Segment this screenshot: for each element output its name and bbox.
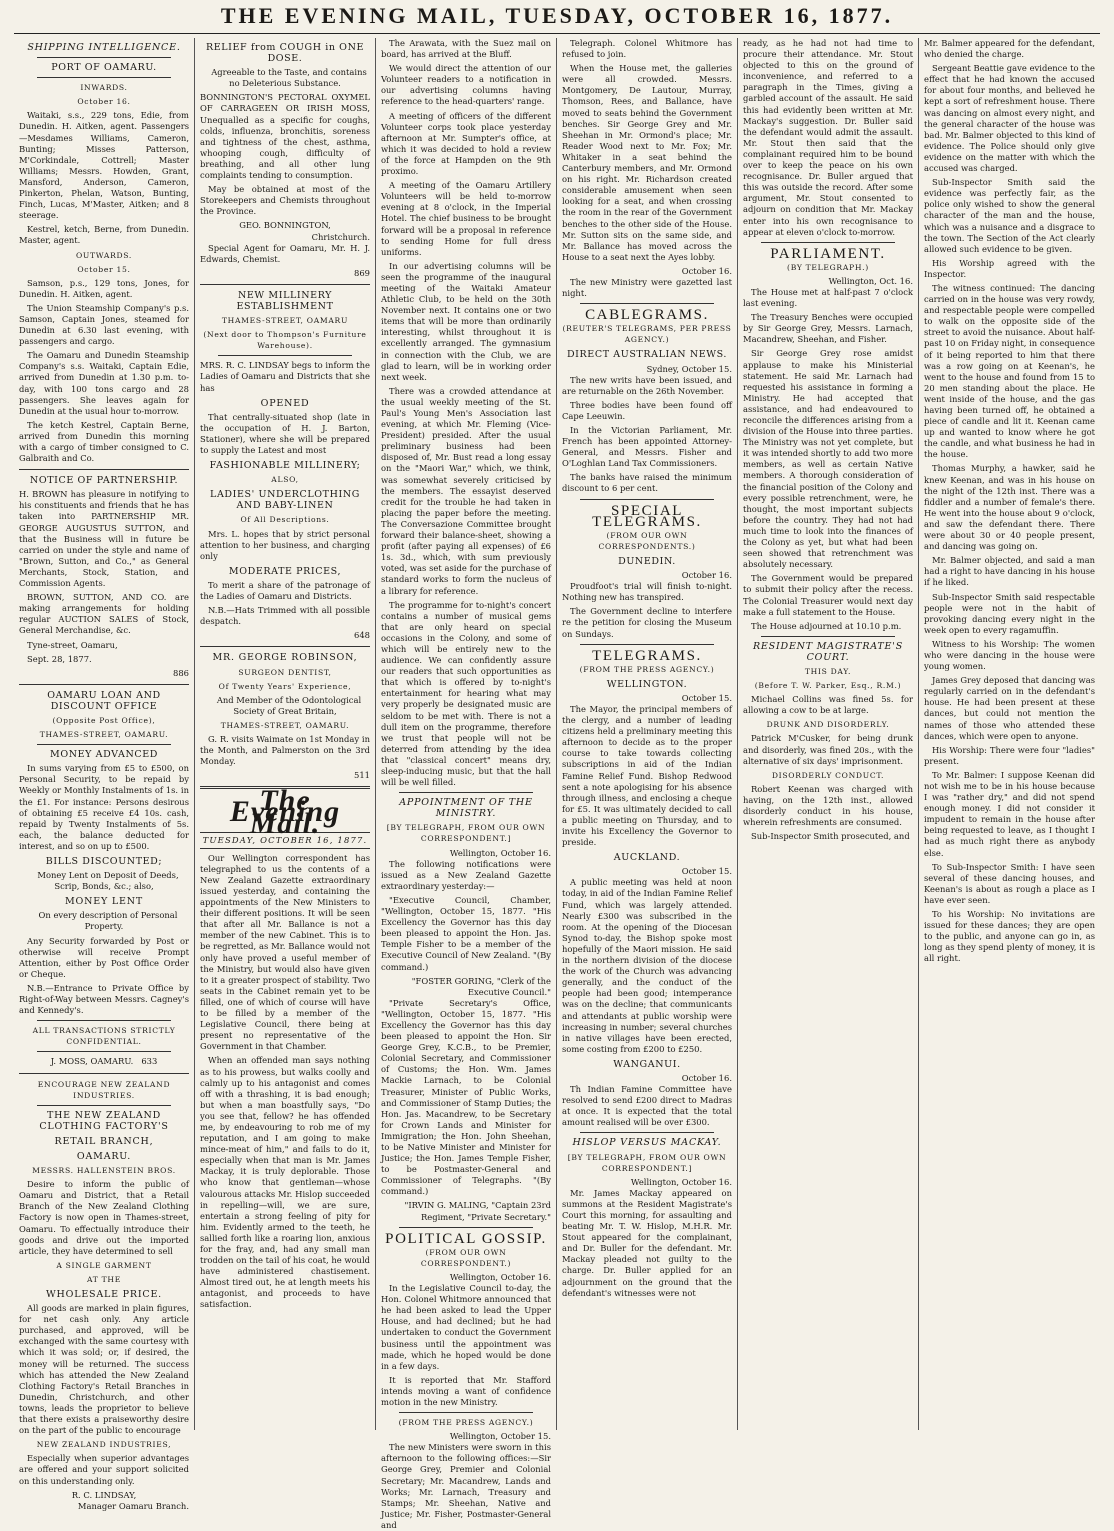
mrs-lindsay-text: MRS. R. C. LINDSAY begs to inform the Ladies of Oamaru and Districts that she has xyxy=(200,360,370,393)
press-text: The new Ministers were sworn in this afternoon to the following offices:—Sir George Grey, Premier and Colonial Secretary; Mr. Macandrew, Lands and Works; Mr. Larnach, Treasury and Stamps; Mr. Sheehan, Native and Justice; Mr. Fisher, Postmaster-General and xyxy=(381,1442,551,1530)
columns xyxy=(14,38,1100,1530)
millinery-heading: NEW MILLINERY ESTABLISHMENT xyxy=(236,289,334,312)
money-lent-heading: MONEY LENT xyxy=(65,896,143,908)
paper-title: The Evening Mail. xyxy=(229,784,341,840)
thames-street: THAMES-STREET, OAMARU. xyxy=(220,720,350,730)
hislop-sub: [BY TELEGRAPH, FROM OUR OWN CORRESPONDENT.] xyxy=(567,1152,727,1173)
wanganui-text: Th Indian Famine Committee have resolved to send £200 direct to Madras at once. It is expected that the total amount realised will be over £300. xyxy=(562,1084,732,1128)
auckland-heading: AUCKLAND. xyxy=(613,852,681,864)
court-para-10: James Grey deposed that dancing was regularly carried on in the defendant's house. He had been present at these dances, but could not mention the names of those who attended these dances, which were open to anyone. xyxy=(924,675,1095,741)
press-date: Wellington, October 15. xyxy=(449,1431,551,1442)
bonnington-agent: Special Agent for Oamaru, Mr. H. J. Edwards, Chemist. xyxy=(200,242,370,264)
shipping-para-1: The Union Steamship Company's p.s. Samson, Captain Jones, steamed for Dunedin at 6.30 last evening, with passengers and cargo. xyxy=(19,302,189,347)
disorderly-text-2: Sub-Inspector Smith prosecuted, and xyxy=(751,831,910,842)
masthead-title: THE EVENING MAIL, TUESDAY, OCTOBER 16, 1877. xyxy=(220,3,894,28)
court-para-9: Witness to his Worship: The women who were dancing in the house were young women. xyxy=(924,638,1095,672)
telegraph-para-2: When the House met, the galleries were all crowded. Messrs. Montgomery, De Lautour, Murray, Thomson, Rees, and Ballance, have moved to seats behind the Government benches. Sir George Grey and Mr. Sheehan in Mr. Ormond's place; Mr. Reader Wood next to Mr. Fox; Mr. Whitaker in a seat behind the Canterbury members, and Mr. Ormond on his right. Mr. Richardson created considerable amusement when seen looking for a seat, and when crossing the room in the rear of the Government benches to the other side of the House. Mr. Sutton sits on the same side, and Mr. Ballance has moved across the House to a seat next the Ayes lobby. xyxy=(562,63,732,262)
partnership-text: H. BROWN has pleasure in notifying to his constituents and friends that he has taken into PARTNERSHIP MR. GEORGE AUGUSTUS SUTTON, and that the Business will in future be carried on under the style and name of "Brown, Sutton, and Co.," as General Merchants, Stock, Station, and Commission Agents. xyxy=(19,489,189,589)
court-para-7: Mr. Balmer objected, and said a man had a right to have dancing in his house if he liked. xyxy=(924,555,1095,588)
column-4 xyxy=(557,38,738,1430)
hats-number: 648 xyxy=(354,630,370,641)
hislop-heading: HISLOP VERSUS MACKAY. xyxy=(572,1137,722,1149)
rm-court-heading: RESIDENT MAGISTRATE'S COURT. xyxy=(752,640,904,663)
relief-heading: RELIEF from COUGH in ONE DOSE. xyxy=(205,42,365,65)
political-heading: POLITICAL GOSSIP. xyxy=(385,1230,547,1247)
court-para-6: Thomas Murphy, a hawker, said he knew Keenan, and was in his house on the night of the 12th inst. There was a fiddler and a number of female's there. He went into the house about 9 o'clock, and saw the defendant there. There were about 30 or 40 people present, and dancing was going on. xyxy=(924,463,1095,552)
disorderly-text: Robert Keenan was charged with having, on the 12th inst., allowed disorderly conduct in his house, wherein refreshments are consumed. xyxy=(743,783,913,828)
rm-before: (Before T. W. Parker, Esq., R.M.) xyxy=(754,681,902,691)
confidential-text: ALL TRANSACTIONS STRICTLY CONFIDENTIAL. xyxy=(32,1026,176,1047)
hallenstein-text: Desire to inform the public of Oamaru and District, that a Retail Branch of the New Zealand Clothing Factory is now open in Thames-street, Oamaru. To effectually introduce their goods and drive out the imported article, they have determined to sell xyxy=(19,1179,189,1256)
special-sub: (FROM OUR OWN CORRESPONDENTS.) xyxy=(598,530,696,551)
lindsay-signature: R. C. LINDSAY, xyxy=(71,1489,137,1500)
nz-industries-heading: NEW ZEALAND INDUSTRIES, xyxy=(36,1440,172,1450)
direct-text-2: Three bodies have been found off Cape Leeuwin. xyxy=(562,399,732,421)
bonnington-text-2: May be obtained at most of the Storekeepers and Chemists throughout the Province. xyxy=(200,184,370,217)
parliament-text-3: Sir George Grey rose amidst applause to make his Ministerial statement. He said Mr. Larnach had requested his assistance in forming a Ministry. He had accepted that assistance, and had endeavoured to reconcile the differences arising from a division of the House into three parties. The Ministry was not yet complete, but it was intended shortly to add two more members, as well as certain Native members. A thorough consideration of the financial position of the Colony and every possible retrenchment, were, he thought, the most important subjects before the country. They had not had much time to look into the finances of the Colony as yet, but what had been seen showed that retrenchment was absolutely necessary. xyxy=(743,348,913,570)
rm-text: Michael Collins was fined 5s. for allowing a cow to be at large. xyxy=(743,694,913,716)
inwards-heading: INWARDS. xyxy=(80,83,128,93)
direct-date: Sydney, October 15. xyxy=(646,363,732,374)
wellington-text: The Mayor, the principal members of the clergy, and a number of leading citizens held a preliminary meeting this afternoon to decide as to the proper course to take towards collecting subscriptions in aid of the Indian Famine Relief Fund. Bishop Redwood sent a note apologising for his absence through illness, and enclosing a cheque for £5. It was ultimately decided to call a public meeting on Thursday, and to invite his Excellency the Governor to preside. xyxy=(562,703,732,848)
wholesale-text: All goods are marked in plain figures, for net cash only. Any article purchased, and approved, will be exchanged with the same courtesy with which it was sold; or, if desired, the money will be returned. The success which has attended the New Zealand Clothing Factory's Retail Branches in Dunedin, Christchurch, and other towns, leads the proprietor to believe that there exists a praiseworthy desire on the part of the public to encourage xyxy=(19,1303,189,1436)
visits-number: 511 xyxy=(354,770,370,781)
money-advanced-text: In sums varying from £5 to £500, on Personal Security, to be repaid by Weekly or Monthly Instalments of 1s. in the £1. For instance: Persons desirous of obtaining £5 receive £4 10s. cash, repaid by Twenty Instalments of 5s. each, the balance deducted for interest, and so on up to £500. xyxy=(19,763,189,851)
parliament-text-4: The Government would be prepared to submit their policy after the recess. The Colonial Treasurer would next day make a full statement to the House. xyxy=(743,573,913,617)
wanganui-date: October 16. xyxy=(681,1072,732,1083)
moss-signature: J. MOSS, OAMARU. 633 xyxy=(50,1056,158,1067)
bills-heading: BILLS DISCOUNTED; xyxy=(45,856,163,867)
hopes-text: Mrs. L. hopes that by strict personal attention to her business, and charging only xyxy=(200,528,370,561)
bonnington-number: 869 xyxy=(354,267,370,278)
opened-heading: OPENED xyxy=(260,397,310,409)
political-date: Wellington, October 16. xyxy=(449,1271,551,1282)
appointment-signature-1: "FOSTER GORING, "Clerk of the Executive Council." xyxy=(411,975,551,997)
moderate-heading: MODERATE PRICES, xyxy=(228,565,342,577)
money-advanced-heading: MONEY ADVANCED xyxy=(50,749,158,761)
outwards-heading: OUTWARDS. xyxy=(75,250,133,260)
merit-text: To merit a share of the patronage of the Ladies of Oamaru and Districts. xyxy=(200,579,370,602)
money-lent-text: On every description of Personal Property. xyxy=(38,910,178,932)
wholesale-heading: WHOLESALE PRICE. xyxy=(45,1289,163,1300)
leader-para-1: Our Wellington correspondent has telegraphed to us the contents of a New Zealand Gazette extraordinary issued yesterday, and containing the appointments of the New Ministers to their different positions. It will be seen that after all Mr. Ballance is not a member of the new Cabinet. This is to be regretted, as Mr. Ballance would not only have proved a useful member of the Ministry, but would also have given to it a greater prospect of stability. Two seats in the Cabinet remain yet to be filled, one of which of course will have to be filled by a member of the Legislative Council, there being at present no representative of the Government in that Chamber. xyxy=(200,852,370,1052)
political-sub: (FROM OUR OWN CORRESPONDENT.) xyxy=(420,1247,512,1268)
press-sub: (FROM THE PRESS AGENCY.) xyxy=(398,1418,534,1428)
outwards-text: Samson, p.s., 129 tons, Jones, for Dunedin. H. Aitken, agent. xyxy=(19,277,189,299)
paper-title-block xyxy=(200,784,370,848)
encourage-heading: ENCOURAGE NEW ZEALAND INDUSTRIES. xyxy=(37,1079,171,1100)
court-para-5: The witness continued: The dancing carried on in the house was very rowdy, and respectable people were compelled to walk on the opposite side of the street to avoid the nuisance. About half-past 10 on Friday night, in consequence of it being reported to him that there was a row going on at Keenan's, he went to the house and found from 15 to 20 men standing about the place. He went inside of the house, and the gas having been turned off, he obtained a piece of candle and lit it. Keenan came up and wanted to know where he got the candle, and what business he had in the house. xyxy=(924,282,1095,460)
telegraph-para-1: Telegraph. Colonel Whitmore has refused to join. xyxy=(562,38,732,60)
also-text: ALSO, xyxy=(271,475,299,485)
partnership-text-2: BROWN, SUTTON, AND CO. are making arrangements for holding regular AUCTION SALES of Stock, General Merchandise, &c. xyxy=(19,592,189,636)
outwards-date: October 15. xyxy=(77,264,131,274)
wellington-date: October 15. xyxy=(681,692,732,703)
column-6 xyxy=(919,38,1100,1430)
robinson-heading: MR. GEORGE ROBINSON, xyxy=(212,652,358,664)
news-para-3: A meeting of officers of the different Volunteer corps took place yesterday afternoon at Mr. Sumpter's office, at which it was decided to hold a review of the force at Hampden on the 9th proximo. xyxy=(381,110,551,177)
bonnington-text: BONNINGTON'S PECTORAL OXYMEL OF CARRAGEEN OR IRISH MOSS, Unequalled as a specific for coughs, colds, influenza, bronchitis, soreness and tightness of the chest, asthma, whooping cough, difficulty of breathing, and all other lung complaints tending to consumption. xyxy=(200,92,370,181)
parliament-text-2: The Treasury Benches were occupied by Sir George Grey, Messrs. Larnach, Macandrew, Sheehan, and Fisher. xyxy=(743,312,913,345)
paper-date: TUESDAY, OCTOBER 16, 1877. xyxy=(200,832,370,849)
column-1 xyxy=(14,38,195,1511)
lindsay-role: Manager Oamaru Branch. xyxy=(77,1500,189,1511)
visits-text: G. R. visits Waimate on 1st Monday in the Month, and Palmerston on the 3rd Monday. xyxy=(200,733,370,767)
political-text-2: It is reported that Mr. Stafford intends moving a want of confidence motion in the new Ministry. xyxy=(381,1374,551,1407)
loan-subheading: (Opposite Post Office), xyxy=(52,715,156,725)
years-text: Of Twenty Years' Experience, xyxy=(218,681,352,691)
bills-text: Money Lent on Deposit of Deeds, Scrip, Bonds, &c.; also, xyxy=(37,870,179,892)
security-text: Any Security forwarded by Post or otherwise will receive Prompt Attention, either by Post Office Order or Cheque. xyxy=(19,935,189,979)
auckland-text: A public meeting was held at noon today, in aid of the Indian Famine Relief Fund, which was largely attended. Nearly £300 was subscribed in the room. At the opening of the Diocesan Synod to-day, the Bishop spoke most hopefully of the Maori mission. He said in the northern division of the diocese the work of the Church was advancing generally, and the conduct of the people had been good; intemperance was on the decline; that communicants and attendants at public worship were increasing in number; several churches in native villages have been erected, some costing from £200 to £250. xyxy=(562,877,732,1054)
dunedin-heading: DUNEDIN. xyxy=(618,555,676,567)
appointment-quote-2: "Private Secretary's Office, "Wellington, October 15, 1877. "His Excellency the Governor has this day been pleased to appoint the Hon. Sir George Grey, K.C.B., to be Premier, Colonial Secretary, and Commissioner of Customs; the Hon. Wm. James Mackie Larnach, to be Colonial Treasurer, Minister of Public Works, and Commissioner of Stamp Duties; the Hon. Jas. Macandrew, to be Secretary for Crown Lands and Minister for Immigration; the Hon. John Sheehan, to be Native Minister and Minister for Justice; the Hon. James Temple Fisher, to be Postmaster-General and Commissioner of Telegraphs. "(By command.) xyxy=(381,997,551,1197)
court-para-14: To his Worship: No invitations are issued for these dances; they are open to the public, and anyone can go in, as long as they spend plenty of money, it is all right. xyxy=(924,909,1095,964)
court-para-12: To Mr. Balmer: I suppose Keenan did not wish me to be in his house because I was "rather dry," and did not spend enough money. I did not consider it impudent to remain in the house after being requested to leave, as I thought I had as much right there as anybody else. xyxy=(924,769,1095,858)
partnership-heading: NOTICE OF PARTNERSHIP. xyxy=(29,475,179,487)
appointment-heading: APPOINTMENT OF THE MINISTRY. xyxy=(399,797,533,820)
hislop-continued: ready, as he had not had time to procure their attendance. Mr. Stout objected to this on the ground of inconvenience, and referred to a paragraph in the Times, giving a garbled account of the assault. He said this had evidently been written at Mr. Mackay's suggestion. Dr. Buller said the defendant would admit the assault. Mr. Stout then said that the complainant required him to be bound over to keep the peace on his own recognisance. Dr. Buller argued that this was outside the record. After some argument, Mr. Stout consented to adjourn on condition that Mr. Mackay enter into his own recognisance to appear at eleven o'clock to-morrow. xyxy=(743,38,913,237)
hats-text: N.B.—Hats Trimmed with all possible despatch. xyxy=(200,605,370,627)
shipping-para-3: The ketch Kestrel, Captain Berne, arrived from Dunedin this morning with a cargo of timber consigned to C. Galbraith and Co. xyxy=(19,419,189,464)
news-para-2: We would direct the attention of our Volunteer readers to a notification in our advertising columns having reference to the head-quarters' range. xyxy=(381,63,551,107)
masthead xyxy=(14,4,1100,34)
appointment-signature-2: "IRVIN G. MALING, "Captain 23rd Regiment, "Private Secretary." xyxy=(404,1200,551,1222)
telegraph-para-3: The new Ministry were gazetted last night. xyxy=(562,276,732,299)
news-para-4: A meeting of the Oamaru Artillery Volunteers will be held to-morrow evening at 8 o'clock, in the Imperial Hotel. The chief business to be brought forward will be a proposal in reference to sending Home for full dress uniforms. xyxy=(381,180,551,257)
dunedin-text-1: Proudfoot's trial will finish to-night. Nothing new has transpired. xyxy=(562,581,732,603)
port-heading: PORT OF OAMARU. xyxy=(51,62,157,74)
nb-text: N.B.—Entrance to Private Office by Right-of-Way between Messrs. Cagney's and Kennedy's. xyxy=(19,982,189,1016)
political-text: In the Legislative Council to-day, the Hon. Colonel Whitmore announced that he had been asked to lead the Upper House, and had declined; but he had undertaken to conduct the Government business until the appointment was made, which he hoped would be done in a few days. xyxy=(381,1283,551,1371)
special-heading: SPECIAL TELEGRAMS. xyxy=(592,502,702,530)
column-5 xyxy=(738,38,919,1430)
ladies-heading: LADIES' UNDERCLOTHING AND BABY-LINEN xyxy=(210,489,360,512)
factory-heading-2: RETAIL BRANCH, xyxy=(54,1135,154,1147)
direct-text-3: In the Victorian Parliament, Mr. French has been appointed Attorney-General, and Messrs. Fisher and O'Loghlan Land Tax Commissioners. xyxy=(562,425,732,469)
inwards-text: Waitaki, s.s., 229 tons, Edie, from Dunedin. H. Aitken, agent. Passengers—Mesdames Williams, Cameron, Bunting; Misses Patterson, M'Corkindale, Cottrell; Master Williams; Messrs. Howden, Grant, Mansford, Anderson, Cameron, Pinkerton, Phelan, Watson, Bunting, Finch, Lucas, M'Master, Aitken; and 8 steerage. xyxy=(19,110,189,221)
appointment-quote-1: "Executive Council, Chamber, "Wellington, October 15, 1877. "His Excellency the Governor has this day been pleased to appoint the Hon. Jas. Temple Fisher to be a member of the Executive Council of New Zealand. "(By command.) xyxy=(381,894,551,972)
column-3 xyxy=(376,38,557,1530)
bonnington-city: Christchurch. xyxy=(311,231,370,242)
parliament-date: Wellington, Oct. 16. xyxy=(828,275,913,286)
direct-text-4: The banks have raised the minimum discount to 6 per cent. xyxy=(562,472,732,494)
shipping-heading: SHIPPING INTELLIGENCE. xyxy=(27,42,181,53)
factory-heading-1: THE NEW ZEALAND CLOTHING FACTORY'S xyxy=(39,1109,169,1132)
member-text: And Member of the Odontological Society of Great Britain, xyxy=(216,694,362,716)
parliament-text-5: The House adjourned at 10.10 p.m. xyxy=(751,620,902,631)
court-para-4: His Worship agreed with the Inspector. xyxy=(924,257,1095,279)
appointment-text: The following notifications were issued as a New Zealand Gazette extraordinary yesterday:— xyxy=(381,858,551,891)
hislop-date: Wellington, October 16. xyxy=(630,1176,732,1187)
court-para-3: Sub-Inspector Smith said the evidence was perfectly fair, as the police only wished to show the general character of the man and the house, which was a nuisance and a disgrace to the town. The Section of the Act clearly allowed such evidence to be given. xyxy=(924,177,1095,254)
appointment-date: Wellington, October 16. xyxy=(449,847,551,858)
wellington-heading: WELLINGTON. xyxy=(606,678,688,690)
appointment-sub: [BY TELEGRAPH, FROM OUR OWN CORRESPONDENT.] xyxy=(386,823,546,844)
hislop-text: Mr. James Mackay appeared on summons at the Resident Magistrate's Court this morning, for assaulting and beating Mr. T. W. Hislop, M.H.R. Mr. Stout appeared for the complainant, and Dr. Buller for the defendant. Mr. Mackay pleaded not guilty to the charge. Dr. Buller applied for an adjournment on the ground that the defendant's witnesses were not xyxy=(562,1187,732,1298)
partnership-date: Sept. 28, 1877. xyxy=(27,653,92,664)
news-para-5: In our advertising columns will be seen the programme of the inaugural meeting of the Waitaki Amateur Athletic Club, to be held on the 30th November next. It contains one or two items that will be more than ordinarily interesting, whilst throughout it is excellently arranged. The gymnasium in connection with the Club, we are glad to learn, will be in working order next week. xyxy=(381,260,551,382)
single-garment: A SINGLE GARMENT xyxy=(56,1260,152,1270)
inwards-date: October 16. xyxy=(77,97,131,107)
court-para-1: Mr. Balmer appeared for the defendant, who denied the charge. xyxy=(924,38,1095,60)
millinery-street: THAMES-STREET, OAMARU xyxy=(221,316,349,326)
drunk-heading: DRUNK AND DISORDERLY. xyxy=(766,720,890,730)
factory-heading-3: OAMARU. xyxy=(76,1150,132,1162)
relief-text: Agreeable to the Taste, and contains no Deleterious Substance. xyxy=(211,67,367,89)
dunedin-text-2: The Government decline to interfere re the petition for closing the Museum on Sundays. xyxy=(562,606,732,639)
leader-para-2: When an offended man says nothing as to his prowess, but walks coolly and calmly up to his antagonist and comes off with a thrashing, it is bad enough; but when a man boastfully says, "Do you see that, fellow? he has offended me, by endeavouring to rob me of my reputation, and I am going to make mince-meat of him," and fails to do it, especially when that man is Mr. James Mackay, it is truly deplorable. Those who know that gentleman—whose valourous attacks Mr. Hislop succeeded in repelling—will, we are sure, entertain a strong feeling of pity for him. Evidently armed to the teeth, he sallied forth like a roaring lion, anxious for the fray, and, had any small man trodden on the tail of his coat, he would have administered chastisement. Almost tired out, he at length meets his antagonist, and proceeds to have satisfaction. xyxy=(200,1055,370,1310)
court-para-13: To Sub-Inspector Smith: I have seen several of these dancing houses, and Keenan's is about as rough a place as I have ever seen. xyxy=(924,861,1095,905)
millinery-sub: (Next door to Thompson's Furniture Warehouse). xyxy=(203,330,367,351)
column-2 xyxy=(195,38,376,1430)
court-para-8: Sub-Inspector Smith said respectable people were not in the habit of provoking dancing every night in the week open to every ragamuffin. xyxy=(924,591,1095,635)
parliament-heading: PARLIAMENT. xyxy=(770,245,886,262)
loan-heading: OAMARU LOAN AND DISCOUNT OFFICE xyxy=(47,689,161,712)
hallenstein-heading: MESSRS. HALLENSTEIN BROS. xyxy=(32,1166,176,1176)
news-para-7: The programme for to-night's concert contains a number of musical gems that are only heard on special occasions in the Colony, and some of which will be entirely new to the audience. We can confidently assure our readers that such opportunities as that which is offered by to-night's entertainment for hearing what may very properly be designated music are seldom to be met with. There is not a dull item on the programme, therefore we trust that people will not be deterred from attending by the idea that "classical concert" means dry, sleep-inducing music, but that the hall will be well filled. xyxy=(381,599,551,788)
telegraph-date: October 16. xyxy=(681,265,732,276)
bonnington-signature: GEO. BONNINGTON, xyxy=(239,220,331,231)
direct-text-1: The new writs have been issued, and are returnable on the 26th November. xyxy=(562,374,732,396)
surgeon-heading: SURGEON DENTIST, xyxy=(238,667,332,677)
all-descriptions: Of All Descriptions. xyxy=(240,515,330,525)
loan-street: THAMES-STREET, OAMARU. xyxy=(39,730,169,740)
partnership-address: Tyne-street, Oamaru, xyxy=(27,639,118,650)
telegrams-heading: TELEGRAMS. xyxy=(592,647,702,664)
partnership-number: 886 xyxy=(173,667,189,678)
at-the: AT THE xyxy=(87,1274,121,1284)
nz-industries-text: Especially when superior advantages are offered and your support solicited on this understanding only. xyxy=(19,1453,189,1486)
direct-heading: DIRECT AUSTRALIAN NEWS. xyxy=(566,349,728,361)
cablegrams-sub: (REUTER'S TELEGRAMS, PER PRESS AGENCY.) xyxy=(562,324,732,345)
dunedin-date: October 16. xyxy=(681,570,732,581)
fashionable-heading: FASHIONABLE MILLINERY; xyxy=(209,460,361,472)
court-para-2: Sergeant Beattie gave evidence to the effect that he had known the accused for about four months, and believed he kept a sort of refreshment house. There was dancing on almost every night, and the general character of the house was bad. Mr. Balmer objected to this kind of evidence. The Police should only give evidence on the matter with which the accused was charged. xyxy=(924,63,1095,174)
telegrams-sub: (FROM THE PRESS AGENCY.) xyxy=(579,664,715,674)
parliament-sub: (BY TELEGRAPH.) xyxy=(787,262,869,272)
disorderly-heading: DISORDERLY CONDUCT. xyxy=(771,770,885,780)
news-para-1: The Arawata, with the Suez mail on board, has arrived at the Bluff. xyxy=(381,38,551,60)
news-para-6: There was a crowded attendance at the usual weekly meeting of the St. Paul's Young Men's Association last evening, at which Mr. Fleming (Vice-President) presided. After the usual preliminary business had been disposed of, Mr. Bust read a long essay on the "Maori War," which, we think, was somewhat severely criticised by the members. The essayist deserved credit for the trouble he had taken in placing the paper before the meeting. The Conversazione Committee brought forward their balance-sheet, showing a profit (after paying all expenses) of £6 1s. 3d., which, with sum previously voted, was set aside for the purchase of standard works to form the nucleus of a library for reference. xyxy=(381,385,551,596)
court-para-11: His Worship: There were four "ladies" present. xyxy=(924,744,1095,766)
drunk-text: Patrick M'Cusker, for being drunk and disorderly, was fined 20s., with the alternative of six days' imprisonment. xyxy=(743,733,913,766)
auckland-date: October 15. xyxy=(681,866,732,877)
ketch-text: Kestrel, ketch, Berne, from Dunedin. Master, agent. xyxy=(19,224,189,246)
wanganui-heading: WANGANUI. xyxy=(613,1058,681,1070)
shipping-para-2: The Oamaru and Dunedin Steamship Company's s.s. Waitaki, Captain Edie, arrived from Dunedin at 1.30 p.m. to-day, with 100 tons cargo and 28 passengers. She leaves again for Dunedin at the usual hour to-morrow. xyxy=(19,350,189,416)
cablegrams-heading: CABLEGRAMS. xyxy=(585,307,709,324)
parliament-text-1: The House met at half-past 7 o'clock last evening. xyxy=(743,286,913,309)
opened-text: That centrally-situated shop (late in the occupation of H. J. Barton, Stationer), where she will be prepared to supply the Latest and most xyxy=(200,411,370,455)
rm-this-day: THIS DAY. xyxy=(804,666,852,676)
